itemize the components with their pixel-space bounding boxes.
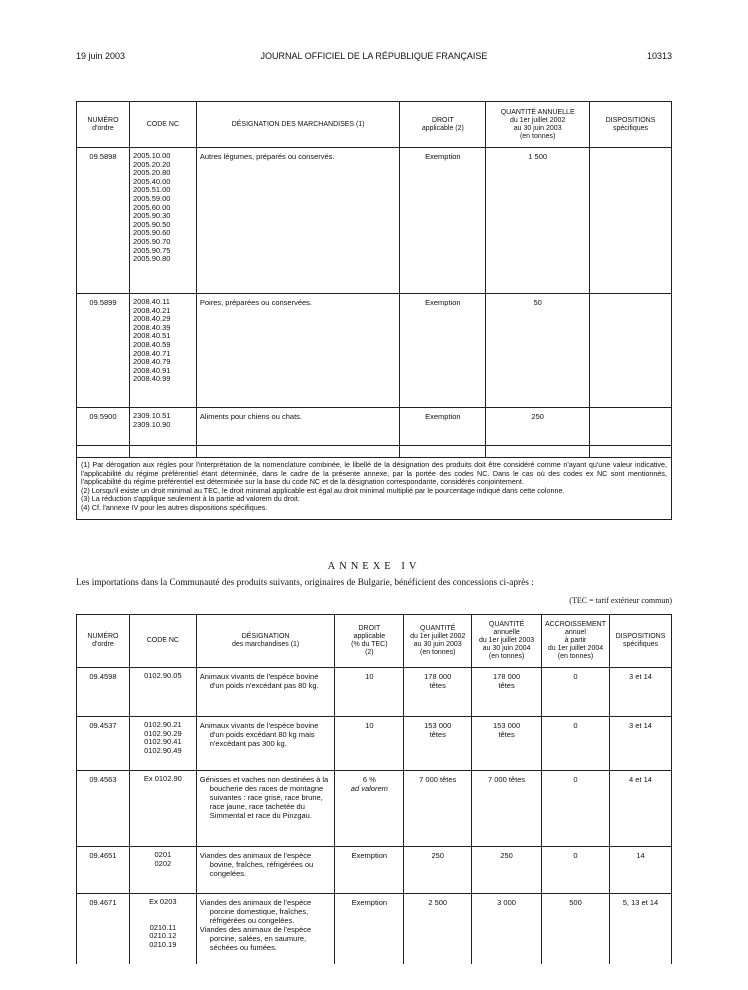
cell-text: têtes bbox=[429, 681, 446, 690]
col-accroissement: ACCROISSEMENT annuel à partir du 1er juillet 2004 (en tonnes) bbox=[542, 615, 610, 668]
cell-text: 10 bbox=[365, 721, 374, 730]
annex-intro: Les importations dans la Communauté des produits suivants, originaires de Bulgarie, bénéficient des concessions ci-après : bbox=[76, 578, 534, 588]
col-numero: NUMÉRO d'ordre bbox=[77, 102, 130, 148]
row-quantite: 1 500 bbox=[486, 148, 590, 294]
row-numero bbox=[77, 847, 130, 894]
cell-text: 0 bbox=[573, 721, 578, 730]
cell-text: 0102.90.05 bbox=[144, 671, 182, 680]
nc-code: 2005.90.80 bbox=[132, 254, 171, 264]
row-designation bbox=[196, 894, 335, 964]
row-quantite: 250 bbox=[486, 408, 590, 446]
cell-text: Exemption bbox=[351, 898, 388, 907]
table-row bbox=[77, 717, 672, 771]
nc-code: 2005.10.00 bbox=[132, 151, 171, 160]
cell-text: 3 000 bbox=[497, 898, 516, 907]
nc-code: 2005.20.80 bbox=[132, 168, 171, 178]
table-row bbox=[77, 847, 672, 894]
nc-code: 2005.90.50 bbox=[132, 219, 171, 229]
nc-code: 2008.40.91 bbox=[132, 365, 171, 375]
col-designation: DÉSIGNATION DES MARCHANDISES (1) bbox=[196, 102, 400, 148]
cell-text: 09.4537 bbox=[89, 721, 117, 730]
cell-text: 153 000 bbox=[493, 721, 521, 730]
row-quantite-2002 bbox=[404, 847, 472, 894]
row-dispositions bbox=[590, 408, 672, 446]
page-number: 10313 bbox=[646, 51, 672, 61]
nc-code: 2008.40.59 bbox=[132, 339, 171, 349]
row-codes bbox=[129, 717, 196, 771]
footnote-4: (4) Cf. l'annexe IV pour les autres dispositions spécifiques. bbox=[81, 502, 268, 512]
row-designation: Autres légumes, préparés ou conservés. bbox=[196, 148, 400, 294]
row-dispositions bbox=[609, 847, 671, 894]
cell-text: 09.4563 bbox=[89, 775, 117, 784]
nc-code: 2309.10.51 bbox=[132, 411, 171, 420]
row-designation bbox=[196, 847, 335, 894]
table-row bbox=[77, 408, 672, 446]
col-code: CODE NC bbox=[129, 102, 196, 148]
row-quantite-2003 bbox=[472, 847, 542, 894]
row-designation bbox=[196, 771, 335, 847]
nc-code: 2008.40.99 bbox=[132, 374, 171, 384]
col-dispositions: DISPOSITIONS spécifiques bbox=[609, 615, 671, 668]
col-droit: DROIT applicable (2) bbox=[400, 102, 486, 148]
nc-code: 2008.40.71 bbox=[132, 348, 171, 358]
nc-code: 2005.90.75 bbox=[132, 245, 171, 255]
nc-code: 2008.40.51 bbox=[132, 331, 171, 341]
nc-code: 2008.40.39 bbox=[132, 322, 171, 332]
row-accroissement bbox=[542, 894, 610, 964]
footnote-3: (3) La réduction s'applique seulement à la partie ad valorem du droit. bbox=[81, 494, 300, 504]
row-dispositions bbox=[609, 668, 671, 717]
cell-text: Ex 0203 bbox=[149, 897, 177, 906]
row-numero bbox=[77, 894, 130, 964]
col-quantite-2003: QUANTITÉ annuelle du 1er juillet 2003 au 30 juin 2004 (en tonnes) bbox=[472, 615, 542, 668]
nc-code: 2008.40.21 bbox=[132, 305, 171, 315]
cell-text: 7 000 têtes bbox=[488, 775, 526, 784]
row-designation bbox=[196, 668, 335, 717]
footnote-2: (2) Lorsqu'il existe un droit minimal au TEC, le droit minimal applicable est égal au droit minimal multiplié par le pourcentage indiqué dans cette colonne. bbox=[81, 485, 565, 495]
row-quantite: 50 bbox=[486, 294, 590, 408]
nc-code: 2309.10.90 bbox=[132, 419, 171, 429]
table-annex-iii bbox=[76, 101, 672, 520]
row-droit bbox=[335, 717, 404, 771]
row-droit: Exemption bbox=[400, 408, 486, 446]
row-dispositions bbox=[590, 294, 672, 408]
cell-text: 250 bbox=[431, 851, 444, 860]
cell-text: 10 bbox=[365, 672, 374, 681]
table-row bbox=[77, 148, 672, 294]
col-quantite-2002: QUANTITÉ du 1er juillet 2002 au 30 juin 2003 (en tonnes) bbox=[404, 615, 472, 668]
row-codes bbox=[129, 148, 196, 294]
table-row bbox=[77, 771, 672, 847]
nc-code: 2008.40.11 bbox=[132, 297, 170, 306]
cell-text: 14 bbox=[636, 851, 645, 860]
row-quantite-2003 bbox=[472, 668, 542, 717]
cell-text: Viandes des animaux de l'espèce porcine domestique, fraîches, réfrigérées ou congelées. bbox=[199, 898, 312, 925]
row-accroissement bbox=[542, 847, 610, 894]
header-date: 19 juin 2003 bbox=[76, 51, 126, 61]
nc-code: 2005.59.00 bbox=[132, 193, 171, 203]
nc-code: 2005.90.60 bbox=[132, 228, 171, 238]
cell-text: 0 bbox=[573, 775, 578, 784]
cell-text: 2 500 bbox=[428, 898, 448, 907]
nc-code: 2008.40.29 bbox=[132, 314, 171, 324]
cell-text: 0102.90.29 bbox=[144, 728, 182, 738]
cell-text: Génisses et vaches non destinées à la boucherie des races de montagne suivantes : race grise, race brune, race jaune, race tachetée du Simmental et race du Pinzgau. bbox=[199, 775, 329, 820]
cell-text: Viandes des animaux de l'espèce porcine, salées, en saumure, séchées ou fumées. bbox=[199, 925, 312, 952]
table-spacer-row bbox=[77, 446, 672, 458]
footnote-1: (1) Par dérogation aux règles pour l'interprétation de la nomenclature combinée, le libellé de la désignation des produits doit être considéré comme n'ayant qu'une valeur indicative, l'applicabilité du régime préférentiel étant déterminée, dans le cadre de la présente annexe, par la portée des codes NC. Dans le cas où des codes ex NC sont mentionnés, l'applicabilité du régime préférentiel est déterminée sur la base du code NC et de la désignation correspondante, considérés conjointement. bbox=[81, 460, 667, 487]
row-accroissement bbox=[542, 668, 610, 717]
col-dispositions: DISPOSITIONS spécifiques bbox=[590, 102, 672, 148]
row-droit bbox=[335, 771, 404, 847]
cell-text: 0202 bbox=[154, 858, 172, 868]
col-quantite: QUANTITÉ ANNUELLE du 1er juillet 2002 au 30 juin 2003 (en tonnes) bbox=[486, 102, 590, 148]
cell-text: 153 000 bbox=[424, 721, 452, 730]
row-quantite-2002 bbox=[404, 771, 472, 847]
cell-text: Ex 0102.90 bbox=[143, 774, 182, 783]
row-quantite-2002 bbox=[404, 894, 472, 964]
cell-text: Animaux vivants de l'espèce bovine d'un poids excédant 80 kg mais n'excédant pas 300 kg. bbox=[199, 721, 319, 748]
row-accroissement bbox=[542, 771, 610, 847]
row-quantite-2003 bbox=[472, 717, 542, 771]
row-numero: 09.5899 bbox=[77, 294, 130, 408]
cell-text: 09.4598 bbox=[89, 672, 117, 681]
cell-text: 0102.90.49 bbox=[144, 745, 182, 755]
footnotes bbox=[77, 458, 672, 520]
journal-title: JOURNAL OFFICIEL DE LA RÉPUBLIQUE FRANÇAISE bbox=[260, 51, 488, 61]
cell-text: 3 et 14 bbox=[629, 721, 652, 730]
row-quantite-2003 bbox=[472, 894, 542, 964]
row-codes bbox=[129, 771, 196, 847]
nc-code: 2005.90.30 bbox=[132, 211, 171, 221]
table-row bbox=[77, 294, 672, 408]
annex-legend: (TEC = tarif extérieur commun) bbox=[569, 596, 672, 605]
cell-text: 178 000 bbox=[424, 672, 452, 681]
cell-text: 09.4671 bbox=[89, 898, 117, 907]
col-numero: NUMÉRO d'ordre bbox=[77, 615, 130, 668]
nc-code: 2005.60.00 bbox=[132, 202, 171, 212]
cell-text: 4 et 14 bbox=[629, 775, 652, 784]
row-numero: 09.5900 bbox=[77, 408, 130, 446]
cell-text: Exemption bbox=[351, 851, 388, 860]
cell-text: 5, 13 et 14 bbox=[622, 898, 659, 907]
table-row bbox=[77, 894, 672, 964]
col-designation: DÉSIGNATION des marchandises (1) bbox=[196, 615, 335, 668]
row-codes bbox=[129, 408, 196, 446]
nc-code: 2005.51.00 bbox=[132, 185, 171, 195]
row-numero bbox=[77, 717, 130, 771]
table-annex-iv bbox=[76, 614, 672, 964]
row-droit: Exemption bbox=[400, 148, 486, 294]
cell-text: ad valorem bbox=[350, 784, 388, 793]
row-dispositions bbox=[590, 148, 672, 294]
cell-text: 178 000 bbox=[493, 672, 521, 681]
nc-code: 2005.20.20 bbox=[132, 159, 171, 169]
cell-text: 0201 bbox=[154, 850, 172, 859]
cell-text: 0210.12 bbox=[149, 931, 177, 941]
row-numero bbox=[77, 668, 130, 717]
cell-text: 09.4651 bbox=[89, 851, 117, 860]
cell-text bbox=[133, 907, 193, 916]
row-quantite-2002 bbox=[404, 717, 472, 771]
row-codes bbox=[129, 894, 196, 964]
row-droit bbox=[335, 668, 404, 717]
row-dispositions bbox=[609, 717, 671, 771]
row-codes bbox=[129, 294, 196, 408]
cell-text: têtes bbox=[498, 681, 515, 690]
cell-text: 0 bbox=[573, 851, 578, 860]
cell-text: 3 et 14 bbox=[629, 672, 652, 681]
col-code: CODE NC bbox=[129, 615, 196, 668]
nc-code: 2005.90.70 bbox=[132, 236, 171, 246]
annex-title: ANNEXE IV bbox=[327, 561, 421, 572]
row-droit bbox=[335, 894, 404, 964]
cell-text: Animaux vivants de l'espèce bovine d'un poids n'excédant pas 80 kg. bbox=[199, 672, 319, 690]
table-row bbox=[77, 668, 672, 717]
row-quantite-2002 bbox=[404, 668, 472, 717]
cell-text: 0210.19 bbox=[149, 939, 177, 949]
col-droit: DROIT applicable (% du TEC) (2) bbox=[335, 615, 404, 668]
cell-text: 500 bbox=[569, 898, 582, 907]
row-droit: Exemption bbox=[400, 294, 486, 408]
row-designation bbox=[196, 717, 335, 771]
row-codes bbox=[129, 847, 196, 894]
row-droit bbox=[335, 847, 404, 894]
row-dispositions bbox=[609, 894, 671, 964]
cell-text: 7 000 têtes bbox=[419, 775, 457, 784]
cell-text: Viandes des animaux de l'espèce bovine, fraîches, réfrigérées ou congelées. bbox=[199, 851, 314, 878]
cell-text: 0210.11 bbox=[149, 922, 177, 932]
cell-text: 250 bbox=[500, 851, 513, 860]
cell-text: 0 bbox=[573, 672, 578, 681]
row-designation: Aliments pour chiens ou chats. bbox=[196, 408, 400, 446]
cell-text: 0102.90.21 bbox=[144, 720, 182, 729]
cell-text: 6 % bbox=[362, 775, 376, 784]
row-accroissement bbox=[542, 717, 610, 771]
nc-code: 2008.40.79 bbox=[132, 357, 171, 367]
cell-text: têtes bbox=[429, 730, 446, 739]
row-dispositions bbox=[609, 771, 671, 847]
row-numero: 09.5898 bbox=[77, 148, 130, 294]
nc-code: 2005.40.00 bbox=[132, 176, 171, 186]
row-designation: Poires, préparées ou conservées. bbox=[196, 294, 400, 408]
cell-text: 0102.90.41 bbox=[144, 737, 182, 747]
row-quantite-2003 bbox=[472, 771, 542, 847]
row-codes bbox=[129, 668, 196, 717]
row-numero bbox=[77, 771, 130, 847]
cell-text: têtes bbox=[498, 730, 515, 739]
